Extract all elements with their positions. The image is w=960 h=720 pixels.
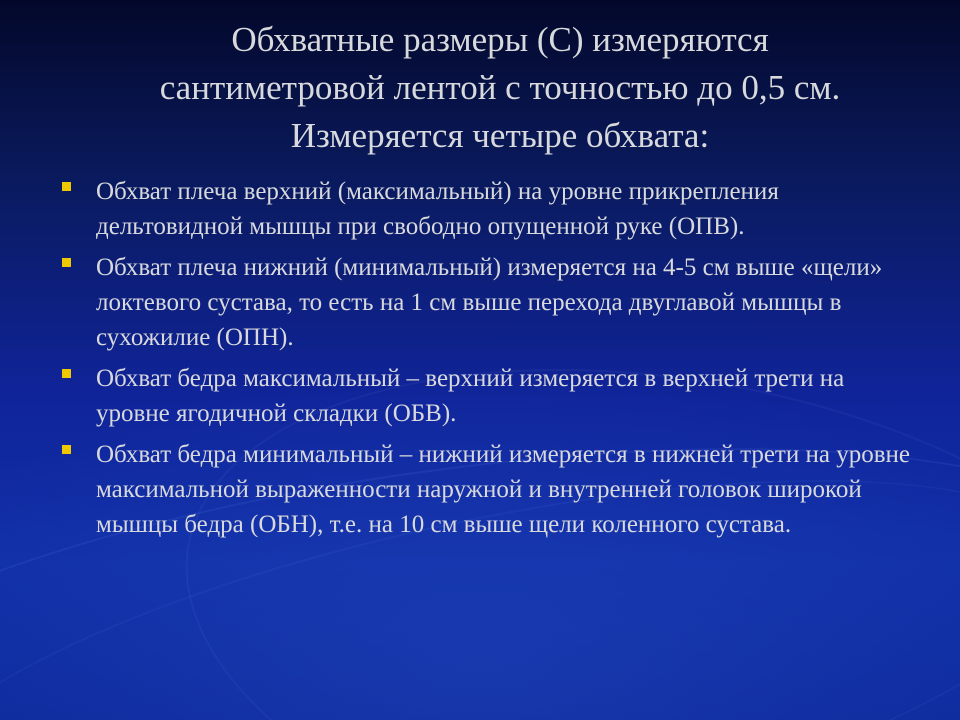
bullet-list [60,174,910,548]
square-bullet-icon [62,445,71,454]
square-bullet-icon [62,369,71,378]
title-line: Измеряется четыре обхвата: [290,116,710,155]
bullet-item [60,250,910,355]
slide-title [40,16,960,160]
title-line: Обхватные размеры (С) измеряются [231,20,769,59]
square-bullet-icon [62,258,71,267]
square-bullet-icon [62,182,71,191]
bullet-text: Обхват плеча верхний (максимальный) на уровне прикрепления дельтовидной мышцы при свободно опущенной руке (ОПВ). [96,178,779,240]
bullet-item [60,174,910,244]
bullet-item [60,361,910,431]
bullet-text: Обхват плеча нижний (минимальный) измеряется на 4-5 см выше «щели» локтевого сустава, то есть на 1 см выше перехода двуглавой мышцы в сухожилие (ОПН). [96,254,883,351]
title-line: сантиметровой лентой с точностью до 0,5 см. [159,68,841,107]
bullet-text: Обхват бедра максимальный – верхний измеряется в верхней трети на уровне ягодичной складки (ОБВ). [96,365,845,427]
bullet-text: Обхват бедра минимальный – нижний измеряется в нижней трети на уровне максимальной выраженности наружной и внутренней головок широкой мышцы бедра (ОБН), т.е. на 10 см выше щели коленного сустава. [96,441,910,538]
bullet-item [60,437,910,542]
